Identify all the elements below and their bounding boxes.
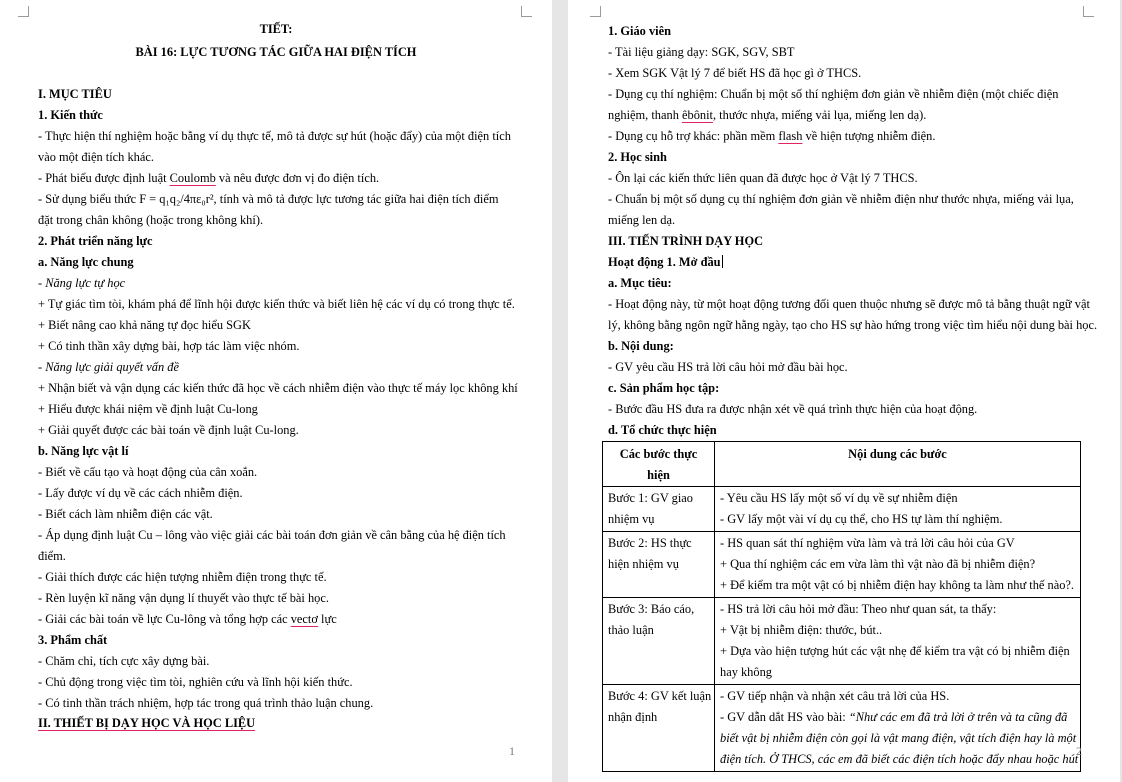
cell-text: Bước 4: GV kết luận <box>608 689 712 703</box>
page-corner-mark <box>521 6 532 17</box>
document-page-1 <box>0 0 552 782</box>
text-span: , thước nhựa, miếng vải lụa, miếng len dạ). <box>712 108 927 122</box>
cell-text: Bước 2: HS thực <box>608 536 692 550</box>
cell-text: - HS trả lời câu hỏi mở đầu: Theo như quan sát, ta thấy: <box>720 602 997 616</box>
table-row <box>603 487 1081 532</box>
table-cell-content[interactable] <box>715 487 1081 532</box>
cell-text: Bước 3: Báo cáo, <box>608 602 695 616</box>
quote-text: biết vật bị nhiễm điện còn gọi là vật mang điện, vật tích điện hay là một <box>720 731 1077 745</box>
text-line[interactable]: miếng len dạ. <box>608 213 676 227</box>
section-heading-objectives[interactable]: I. MỤC TIÊU <box>38 87 112 101</box>
text-line[interactable]: - Biết cách làm nhiễm điện các vật. <box>38 507 213 521</box>
cell-text: hay không <box>720 665 772 679</box>
text-line[interactable]: + Hiểu được khái niệm về định luật Cu-long <box>38 402 258 416</box>
cell-text: - HS quan sát thí nghiệm vừa làm và trả lời câu hỏi của GV <box>720 536 1015 550</box>
text-span: - Giải các bài toán về lực Cu-lông và tổng hợp các <box>38 612 291 626</box>
subheading-product[interactable]: c. Sản phẩm học tập: <box>608 381 720 395</box>
text-line[interactable] <box>608 129 935 144</box>
text-line[interactable]: + Biết nâng cao khả năng tự đọc hiểu SGK <box>38 318 251 332</box>
cell-text: + Qua thí nghiệm các em vừa làm thì vật nào đã bị nhiễm điện? <box>720 557 1036 571</box>
page-corner-mark <box>1083 6 1094 17</box>
quote-text: điện tích. Ở THCS, các em đã biết các điện tích hoặc đẩy nhau hoặc hút <box>720 752 1079 766</box>
cell-text <box>720 707 1075 728</box>
spellcheck-word[interactable]: Coulomb <box>169 171 216 185</box>
lesson-period-heading[interactable]: TIẾT: <box>259 22 293 36</box>
cell-text: - Yêu cầu HS lấy một số ví dụ về sự nhiễm điện <box>720 491 958 505</box>
cell-text: + Vật bị nhiễm điện: thước, bút.. <box>720 623 883 637</box>
text-line[interactable]: điểm. <box>38 549 66 563</box>
subheading-organization[interactable]: d. Tổ chức thực hiện <box>608 423 717 437</box>
section-heading-process[interactable]: III. TIẾN TRÌNH DẠY HỌC <box>608 234 764 248</box>
table-cell-step[interactable] <box>603 487 715 532</box>
page-corner-mark <box>590 6 601 17</box>
text-line[interactable]: + Có tinh thần xây dựng bài, hợp tác làm việc nhóm. <box>38 339 300 353</box>
table-cell-step[interactable] <box>603 598 715 685</box>
quote-text: “Như các em đã trả lời ở trên và ta cũng đã <box>848 710 1068 724</box>
text-line[interactable]: - Bước đầu HS đưa ra được nhận xét về quá trình thực hiện của hoạt động. <box>608 402 978 416</box>
subheading-general-competency[interactable]: a. Năng lực chung <box>38 255 134 269</box>
text-span: - GV dẫn dắt HS vào bài: <box>720 710 849 724</box>
table-cell-content[interactable] <box>715 598 1081 685</box>
subheading-physics-competency[interactable]: b. Năng lực vật lí <box>38 444 129 458</box>
subheading-content[interactable]: b. Nội dung: <box>608 339 674 353</box>
text-line[interactable]: - Xem SGK Vật lý 7 để biết HS đã học gì ở THCS. <box>608 66 862 80</box>
text-line[interactable]: - Chủ động trong việc tìm tòi, nghiên cứu và lĩnh hội kiến thức. <box>38 675 353 689</box>
table-row <box>603 598 1081 685</box>
text-line[interactable]: + Giải quyết được các bài toán về định luật Cu-long. <box>38 423 299 437</box>
text-line[interactable] <box>38 171 379 186</box>
text-line[interactable]: - GV yêu cầu HS trả lời câu hỏi mở đầu bài học. <box>608 360 848 374</box>
text-line[interactable]: vào một điện tích khác. <box>38 150 154 164</box>
page-corner-mark <box>18 6 29 17</box>
text-line[interactable]: - Năng lực tự học <box>38 276 126 290</box>
text-line[interactable]: - Chuẩn bị một số dụng cụ thí nghiệm đơn giản về nhiễm điện như thước nhựa, miếng vải lụa, <box>608 192 1074 206</box>
page-number: 1 <box>509 744 515 758</box>
text-span: - Phát biểu được định luật <box>38 171 170 185</box>
text-line[interactable]: đặt trong chân không (hoặc trong không khí). <box>38 213 264 227</box>
spellcheck-word[interactable]: vectơ <box>290 612 318 626</box>
document-page-2 <box>568 0 1120 782</box>
cell-text: + Để kiểm tra một vật có bị nhiễm điện hay không ta làm như thế nào?. <box>720 578 1075 592</box>
text-span: lực <box>317 612 337 626</box>
subheading-students[interactable]: 2. Học sinh <box>608 150 667 164</box>
text-line[interactable]: - Lấy được ví dụ về các cách nhiễm điện. <box>38 486 243 500</box>
text-span: về hiện tượng nhiễm điện. <box>802 129 936 143</box>
cell-text: + Dựa vào hiện tượng hút các vật nhẹ để kiểm tra vật có bị nhiễm điện <box>720 644 1070 658</box>
text-line[interactable]: - Hoạt động này, từ một hoạt động tương đối quen thuộc nhưng sẽ được mô tả bằng thuật ngữ vật <box>608 297 1090 311</box>
section-heading-equipment[interactable]: II. THIẾT BỊ DẠY HỌC VÀ HỌC LIỆU <box>38 716 256 730</box>
table-header-cell[interactable]: Các bước thực hiện <box>603 442 715 487</box>
table-row <box>603 685 1081 772</box>
steps-table[interactable] <box>602 441 1081 772</box>
text-span: nghiệm, thanh <box>608 108 682 122</box>
subheading-teacher[interactable]: 1. Giáo viên <box>608 24 671 38</box>
table-header-cell[interactable]: Nội dung các bước <box>715 442 1081 487</box>
table-row <box>603 532 1081 598</box>
page-number: 2 <box>1076 744 1082 758</box>
text-line[interactable]: - Thực hiện thí nghiệm hoặc bằng ví dụ thực tế, mô tả được sự hút (hoặc đẩy) của một điện tích <box>38 129 511 143</box>
text-line[interactable]: + Tự giác tìm tòi, khám phá để lĩnh hội được kiến thức và biết liên hệ các ví dụ có trong thực tế. <box>38 297 515 311</box>
text-span: và nêu được đơn vị đo điện tích. <box>215 171 380 185</box>
text-line[interactable] <box>38 612 337 627</box>
text-line[interactable]: - Có tinh thần trách nhiệm, hợp tác trong quá trình thảo luận chung. <box>38 696 374 710</box>
text-line[interactable]: - Áp dụng định luật Cu – lông vào việc giải các bài toán đơn giản về cân bằng của hệ điện tích <box>38 528 506 542</box>
text-line[interactable]: lý, không bằng ngôn ngữ hằng ngày, tạo cho HS sự hào hứng trong việc tìm hiểu nội dung bài học. <box>608 318 1098 332</box>
table-cell-content[interactable] <box>715 685 1081 772</box>
cell-text: thảo luận <box>608 623 654 637</box>
cell-text: Bước 1: GV giao <box>608 491 693 505</box>
subheading-activity-1[interactable] <box>608 255 723 270</box>
text-line[interactable]: - Tài liệu giảng dạy: SGK, SGV, SBT <box>608 45 795 59</box>
subheading-goal[interactable]: a. Mục tiêu: <box>608 276 672 290</box>
text-line[interactable]: - Rèn luyện kĩ năng vận dụng lí thuyết vào thực tế bài học. <box>38 591 329 605</box>
spellcheck-word[interactable]: êbônit <box>682 108 713 122</box>
subheading-knowledge[interactable]: 1. Kiến thức <box>38 108 103 122</box>
table-cell-content[interactable] <box>715 532 1081 598</box>
spellcheck-word[interactable]: flash <box>778 129 803 143</box>
text-line[interactable]: - Năng lực giải quyết vấn đề <box>38 360 179 374</box>
text-span: - Dụng cụ hỗ trợ khác: phần mềm <box>608 129 779 143</box>
text-line[interactable]: - Chăm chỉ, tích cực xây dựng bài. <box>38 654 210 668</box>
text-line[interactable]: - Giải thích được các hiện tượng nhiễm điện trong thực tế. <box>38 570 327 584</box>
table-header-row <box>603 442 1081 487</box>
text-span: Hoạt động 1. Mở đầu <box>608 255 721 269</box>
lesson-title[interactable]: BÀI 16: LỰC TƯƠNG TÁC GIỮA HAI ĐIỆN TÍCH <box>135 45 417 59</box>
table-cell-step[interactable] <box>603 532 715 598</box>
cell-text: - GV tiếp nhận và nhận xét câu trả lời của HS. <box>720 689 950 703</box>
text-line[interactable]: - Sử dụng biểu thức F = q₁q₂/4πε₀r², tính và mô tả được lực tương tác giữa hai điện tích điểm <box>38 192 499 206</box>
text-line[interactable] <box>608 108 926 123</box>
cell-text: nhiệm vụ <box>608 512 655 526</box>
text-line[interactable]: - Biết về cấu tạo và hoạt động của cân xoắn. <box>38 465 258 479</box>
table-cell-step[interactable] <box>603 685 715 772</box>
text-cursor <box>722 255 723 268</box>
text-line[interactable]: - Dụng cụ thí nghiệm: Chuẩn bị một số thí nghiệm đơn giản về nhiễm điện (một chiếc điện <box>608 87 1059 101</box>
text-line[interactable]: - Ôn lại các kiến thức liên quan đã được học ở Vật lý 7 THCS. <box>608 171 918 185</box>
cell-text: hiện nhiệm vụ <box>608 557 679 571</box>
subheading-competency[interactable]: 2. Phát triển năng lực <box>38 234 153 248</box>
cell-text: nhận định <box>608 710 658 724</box>
subheading-qualities[interactable]: 3. Phẩm chất <box>38 633 108 647</box>
cell-text: - GV lấy một vài ví dụ cụ thể, cho HS tự làm thí nghiệm. <box>720 512 1003 526</box>
text-line[interactable]: + Nhận biết và vận dụng các kiến thức đã học về cách nhiễm điện vào thực tế máy lọc không khí <box>38 381 518 395</box>
